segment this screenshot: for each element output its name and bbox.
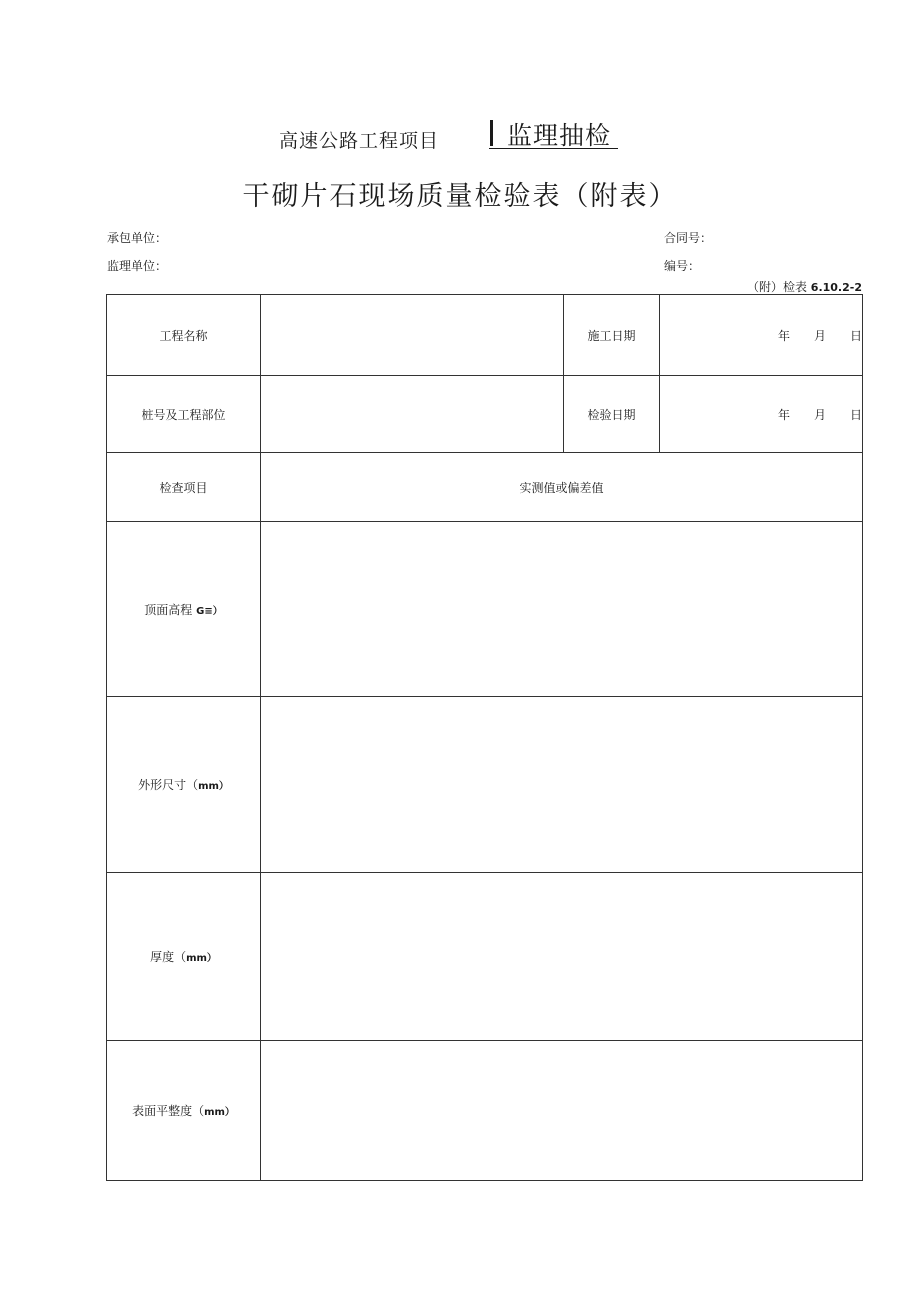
supervision-label: 监理抽检 — [507, 121, 612, 150]
table-row-item — [107, 873, 863, 1041]
day-unit: 日 — [849, 407, 862, 422]
table-row-header — [107, 453, 863, 522]
year-unit: 年 — [777, 328, 790, 343]
station-label: 桩号及工程部位 — [107, 376, 261, 453]
vertical-bar-mark — [490, 120, 493, 146]
month-unit: 月 — [813, 407, 826, 422]
inspection-date-label: 检验日期 — [564, 376, 660, 453]
day-unit: 日 — [849, 328, 862, 343]
item-name: 外形尺寸（ — [138, 778, 199, 792]
item-label-flatness — [107, 1041, 261, 1181]
project-name-value[interactable] — [261, 295, 564, 376]
serial-no-field: 编号： — [664, 259, 701, 273]
item-value-flatness[interactable] — [261, 1041, 863, 1181]
measured-header: 实测值或偏差值 — [261, 453, 863, 522]
supervision-mark — [489, 114, 618, 149]
item-unit: mm） — [198, 781, 229, 792]
form-code-number: 6.10.2-2 — [810, 281, 862, 294]
item-value-thickness[interactable] — [261, 873, 863, 1041]
construction-date-label: 施工日期 — [564, 295, 660, 376]
item-label-dimensions — [107, 697, 261, 873]
month-unit: 月 — [813, 328, 826, 343]
form-title: 干砌片石现场质量检验表（附表） — [242, 181, 678, 212]
project-label: 高速公路工程项目 — [279, 130, 440, 152]
table-row-item — [107, 697, 863, 873]
table-row-item — [107, 522, 863, 697]
contract-no-field: 合同号： — [664, 231, 713, 245]
form-code-prefix: （附）检表 — [746, 280, 807, 294]
contractor-field: 承包单位： — [107, 231, 168, 245]
item-value-elevation[interactable] — [261, 522, 863, 697]
table-row-project — [107, 295, 863, 376]
item-unit: G≡） — [196, 605, 223, 617]
check-item-header: 检查项目 — [107, 453, 261, 522]
item-unit: mm） — [186, 953, 217, 964]
inspection-table — [106, 294, 863, 1181]
inspection-date-value[interactable] — [660, 376, 863, 453]
project-name-label: 工程名称 — [107, 295, 261, 376]
year-unit: 年 — [777, 407, 790, 422]
form-code — [747, 278, 862, 295]
item-value-dimensions[interactable] — [261, 697, 863, 873]
table-row-item — [107, 1041, 863, 1181]
item-name: 顶面高程 — [144, 602, 193, 617]
item-name: 厚度（ — [150, 950, 187, 964]
supervisor-field: 监理单位： — [107, 259, 168, 273]
item-label-thickness — [107, 873, 261, 1041]
item-name: 表面平整度（ — [132, 1104, 205, 1118]
header-line — [0, 112, 920, 156]
station-value[interactable] — [261, 376, 564, 453]
table-row-station — [107, 376, 863, 453]
item-unit: mm） — [204, 1107, 235, 1118]
item-label-elevation — [107, 522, 261, 697]
construction-date-value[interactable] — [660, 295, 863, 376]
